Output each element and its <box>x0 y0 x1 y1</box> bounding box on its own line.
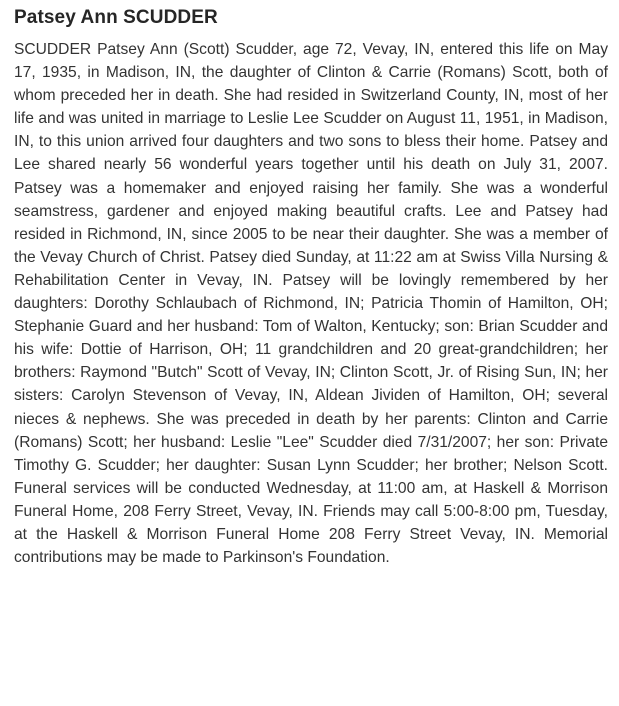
obituary-body-text: SCUDDER Patsey Ann (Scott) Scudder, age 72, Vevay, IN, entered this life on May 17, 1935, in Madison, IN, the daughter of Clinton & Carrie (Romans) Scott, both of whom preceded her in death. She had resided in Switzerland County, IN, most of her life and was united in marriage to Leslie Lee Scudder on August 11, 1951, in Madison, IN, to this union arrived four daughters and two sons to bless their home. Patsey and Lee shared nearly 56 wonderful years together until his death on July 31, 2007. Patsey was a homemaker and enjoyed raising her family. She was a wonderful seamstress, gardener and enjoyed making beautiful crafts. Lee and Patsey had resided in Richmond, IN, since 2005 to be near their daughter. She was a member of the Vevay Church of Christ. Patsey died Sunday, at 11:22 am at Swiss Villa Nursing & Rehabilitation Center in Vevay, IN. Patsey will be lovingly remembered by her daughters: Dorothy Schlaubach of Richmond, IN; Patricia Thomin of Hamilton, OH; Stephanie Guard and her husband: Tom of Walton, Kentucky; son: Brian Scudder and his wife: Dottie of Harrison, OH; 11 grandchildren and 20 great-grandchildren; her brothers: Raymond "Butch" Scott of Vevay, IN; Clinton Scott, Jr. of Rising Sun, IN; her sisters: Carolyn Stevenson of Vevay, IN, Aldean Jividen of Hamilton, OH; several nieces & nephews. She was preceded in death by her parents: Clinton and Carrie (Romans) Scott; her husband: Leslie "Lee" Scudder died 7/31/2007; her son: Private Timothy G. Scudder; her daughter: Susan Lynn Scudder; her brother; Nelson Scott. Funeral services will be conducted Wednesday, at 11:00 am, at Haskell & Morrison Funeral Home, 208 Ferry Street, Vevay, IN. Friends may call 5:00-8:00 pm, Tuesday, at the Haskell & Morrison Funeral Home 208 Ferry Street Vevay, IN. Memorial contributions may be made to Parkinson's Foundation. <box>14 41 608 567</box>
obituary-article <box>14 6 608 569</box>
obituary-title: Patsey Ann SCUDDER <box>14 7 218 28</box>
